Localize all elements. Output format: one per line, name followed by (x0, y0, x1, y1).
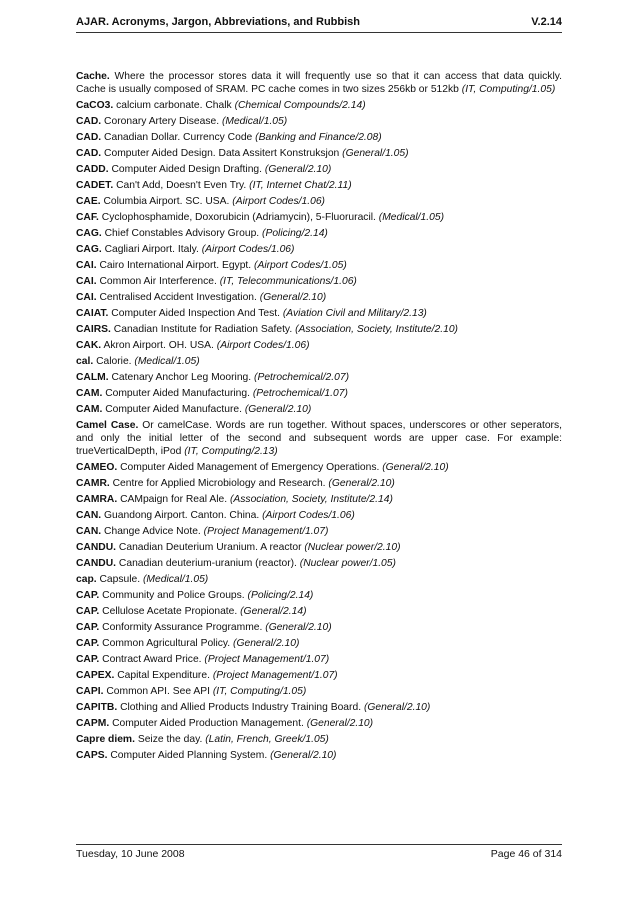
glossary-entry (76, 339, 562, 352)
entry-category: (Nuclear power/1.05) (299, 558, 396, 569)
entry-definition: Or camelCase. Words are run together. Without spaces, underscores or other seperators, and only the initial letter of the second and subsequent words are upper case. For example: trueVerticalDepth, iPod (76, 420, 562, 457)
entry-term: CAG. (76, 244, 102, 255)
entry-definition: Contract Award Price. (102, 654, 202, 665)
entry-term: CAD. (76, 148, 102, 159)
entry-definition: Calorie. (96, 356, 132, 367)
entry-definition: Conformity Assurance Programme. (102, 622, 263, 633)
entry-definition: Capsule. (99, 574, 141, 585)
glossary-entry (76, 195, 562, 208)
glossary-entry (76, 419, 562, 458)
entry-term: CANDU. (76, 558, 117, 569)
glossary-entry (76, 259, 562, 272)
glossary-entry (76, 669, 562, 682)
entry-category: (Airport Codes/1.06) (232, 196, 325, 207)
entry-term: CAPS. (76, 750, 108, 761)
entry-definition: Akron Airport. OH. USA. (103, 340, 214, 351)
entry-category: (Airport Codes/1.05) (254, 260, 347, 271)
entry-category: (Medical/1.05) (221, 116, 288, 127)
entry-term: CAN. (76, 526, 102, 537)
entry-definition: Canadian Institute for Radiation Safety. (113, 324, 293, 335)
entry-category: (Project Management/1.07) (203, 526, 329, 537)
glossary-entry (76, 589, 562, 602)
entry-term: CAI. (76, 292, 97, 303)
glossary-entries (76, 70, 562, 765)
entry-term: CAE. (76, 196, 101, 207)
entry-term: CAMR. (76, 478, 110, 489)
entry-term: cap. (76, 574, 97, 585)
glossary-entry (76, 275, 562, 288)
glossary-entry (76, 243, 562, 256)
entry-term: cal. (76, 356, 94, 367)
entry-category: (Latin, French, Greek/1.05) (205, 734, 329, 745)
page-footer (76, 847, 562, 861)
entry-definition: Computer Aided Production Management. (112, 718, 304, 729)
glossary-entry (76, 371, 562, 384)
entry-category: (IT, Telecommunications/1.06) (219, 276, 357, 287)
version-label: V.2.14 (531, 16, 562, 28)
entry-category: (General/2.10) (363, 702, 431, 713)
glossary-entry (76, 749, 562, 762)
glossary-entry (76, 541, 562, 554)
footer-date: Tuesday, 10 June 2008 (76, 848, 185, 860)
glossary-entry (76, 307, 562, 320)
entry-category: (Project Management/1.07) (212, 670, 338, 681)
entry-definition: Computer Aided Design. Data Assitert Konstruksjon (104, 148, 340, 159)
entry-category: (Medical/1.05) (134, 356, 200, 367)
entry-category: (IT, Computing/2.13) (184, 446, 278, 457)
entry-category: (Medical/1.05) (143, 574, 209, 585)
entry-definition: Centralised Accident Investigation. (99, 292, 257, 303)
entry-term: CAPITB. (76, 702, 118, 713)
entry-category: (Airport Codes/1.06) (216, 340, 310, 351)
entry-term: CAM. (76, 404, 103, 415)
glossary-entry (76, 461, 562, 474)
glossary-entry (76, 733, 562, 746)
glossary-entry (76, 605, 562, 618)
glossary-entry (76, 211, 562, 224)
entry-category: (Policing/2.14) (247, 590, 314, 601)
glossary-entry (76, 179, 562, 192)
glossary-entry (76, 701, 562, 714)
glossary-entry (76, 557, 562, 570)
entry-definition: Common Agricultural Policy. (102, 638, 231, 649)
entry-term: CAN. (76, 510, 102, 521)
header-rule (76, 32, 562, 33)
glossary-entry (76, 99, 562, 112)
entry-definition: Where the processor stores data it will frequently use so that it can access that data quickly. Cache is usually composed of SRAM. PC cache comes in two sizes 256kb or 512kb (76, 71, 562, 95)
entry-definition: Common API. See API (106, 686, 210, 697)
entry-definition: Computer Aided Management of Emergency Operations. (120, 462, 380, 473)
page-header (76, 14, 562, 30)
glossary-entry (76, 493, 562, 506)
glossary-entry (76, 525, 562, 538)
glossary-entry (76, 291, 562, 304)
entry-definition: Canadian Dollar. Currency Code (104, 132, 253, 143)
entry-definition: Cellulose Acetate Propionate. (102, 606, 238, 617)
entry-term: CANDU. (76, 542, 117, 553)
entry-term: CAI. (76, 260, 97, 271)
entry-category: (Petrochemical/1.07) (252, 388, 348, 399)
entry-category: (Medical/1.05) (378, 212, 445, 223)
entry-term: CAIRS. (76, 324, 111, 335)
entry-term: CAMRA. (76, 494, 118, 505)
entry-category: (Association, Society, Institute/2.10) (295, 324, 458, 335)
entry-category: (General/2.10) (259, 292, 327, 303)
entry-category: (Project Management/1.07) (204, 654, 330, 665)
glossary-entry (76, 323, 562, 336)
entry-category: (Petrochemical/2.07) (254, 372, 350, 383)
entry-category: (IT, Computing/1.05) (212, 686, 307, 697)
glossary-entry (76, 685, 562, 698)
entry-category: (General/2.10) (306, 718, 374, 729)
entry-term: CAMEO. (76, 462, 118, 473)
glossary-entry (76, 387, 562, 400)
entry-category: (General/1.05) (342, 148, 409, 159)
entry-definition: Coronary Artery Disease. (104, 116, 220, 127)
entry-definition: Computer Aided Planning System. (110, 750, 268, 761)
entry-term: CAI. (76, 276, 97, 287)
entry-category: (General/2.10) (264, 164, 332, 175)
entry-category: (General/2.10) (270, 750, 337, 761)
entry-term: CAPI. (76, 686, 104, 697)
entry-term: CAF. (76, 212, 99, 223)
entry-category: (Chemical Compounds/2.14) (234, 100, 366, 111)
entry-definition: Centre for Applied Microbiology and Research. (112, 478, 326, 489)
glossary-entry (76, 509, 562, 522)
entry-term: CADET. (76, 180, 114, 191)
glossary-entry (76, 131, 562, 144)
entry-term: Cache. (76, 71, 110, 82)
entry-term: CAP. (76, 590, 100, 601)
entry-category: (IT, Internet Chat/2.11) (249, 180, 352, 191)
footer-rule (76, 844, 562, 845)
entry-definition: Catenary Anchor Leg Mooring. (111, 372, 252, 383)
document-title: AJAR. Acronyms, Jargon, Abbreviations, and Rubbish (76, 16, 361, 28)
entry-term: CADD. (76, 164, 109, 175)
entry-definition: Computer Aided Design Drafting. (111, 164, 263, 175)
entry-category: (General/2.10) (328, 478, 395, 489)
entry-term: CAIAT. (76, 308, 109, 319)
glossary-entry (76, 163, 562, 176)
glossary-entry (76, 115, 562, 128)
entry-category: (General/2.10) (265, 622, 332, 633)
entry-term: CAD. (76, 116, 102, 127)
entry-term: CAPEX. (76, 670, 115, 681)
entry-definition: Common Air Interference. (99, 276, 217, 287)
entry-definition: CAMpaign for Real Ale. (120, 494, 228, 505)
glossary-entry (76, 621, 562, 634)
entry-term: CaCO3. (76, 100, 114, 111)
entry-category: (General/2.10) (382, 462, 449, 473)
entry-definition: Change Advice Note. (104, 526, 201, 537)
entry-category: (General/2.10) (233, 638, 300, 649)
entry-term: CAD. (76, 132, 102, 143)
entry-category: (IT, Computing/1.05) (461, 84, 556, 95)
entry-term: CAP. (76, 606, 100, 617)
glossary-entry (76, 227, 562, 240)
entry-category: (Policing/2.14) (262, 228, 328, 239)
entry-definition: Columbia Airport. SC. USA. (103, 196, 230, 207)
glossary-entry (76, 573, 562, 586)
entry-definition: Capital Expenditure. (117, 670, 210, 681)
glossary-entry (76, 403, 562, 416)
entry-definition: Computer Aided Manufacture. (105, 404, 242, 415)
entry-definition: Computer Aided Inspection And Test. (111, 308, 280, 319)
entry-term: CAG. (76, 228, 102, 239)
entry-definition: Computer Aided Manufacturing. (105, 388, 250, 399)
entry-category: (Airport Codes/1.06) (201, 244, 295, 255)
entry-category: (Banking and Finance/2.08) (255, 132, 382, 143)
entry-category: (General/2.14) (240, 606, 307, 617)
entry-term: CAPM. (76, 718, 110, 729)
entry-term: CAM. (76, 388, 103, 399)
entry-definition: calcium carbonate. Chalk (116, 100, 232, 111)
glossary-entry (76, 637, 562, 650)
entry-category: (General/2.10) (244, 404, 312, 415)
entry-definition: Community and Police Groups. (102, 590, 245, 601)
glossary-entry (76, 70, 562, 96)
entry-definition: Guandong Airport. Canton. China. (104, 510, 260, 521)
page-number: Page 46 of 314 (490, 848, 562, 860)
glossary-entry (76, 653, 562, 666)
entry-term: Capre diem. (76, 734, 135, 745)
glossary-entry (76, 717, 562, 730)
entry-term: CALM. (76, 372, 109, 383)
entry-category: (Aviation Civil and Military/2.13) (282, 308, 427, 319)
entry-category: (Airport Codes/1.06) (262, 510, 355, 521)
glossary-entry (76, 147, 562, 160)
entry-term: CAK. (76, 340, 102, 351)
entry-definition: Clothing and Allied Products Industry Training Board. (120, 702, 362, 713)
glossary-entry (76, 355, 562, 368)
entry-definition: Canadian Deuterium Uranium. A reactor (118, 542, 302, 553)
glossary-entry (76, 477, 562, 490)
entry-term: Camel Case. (76, 420, 139, 431)
entry-definition: Seize the day. (137, 734, 203, 745)
entry-term: CAP. (76, 638, 100, 649)
entry-term: CAP. (76, 622, 100, 633)
entry-definition: Can't Add, Doesn't Even Try. (116, 180, 247, 191)
entry-definition: Cairo International Airport. Egypt. (99, 260, 252, 271)
entry-definition: Cyclophosphamide, Doxorubicin (Adriamycin), 5-Fluoruracil. (101, 212, 376, 223)
entry-category: (Association, Society, Institute/2.14) (229, 494, 393, 505)
entry-definition: Cagliari Airport. Italy. (104, 244, 199, 255)
entry-definition: Canadian deuterium-uranium (reactor). (118, 558, 297, 569)
entry-term: CAP. (76, 654, 100, 665)
entry-definition: Chief Constables Advisory Group. (104, 228, 260, 239)
entry-category: (Nuclear power/2.10) (304, 542, 401, 553)
